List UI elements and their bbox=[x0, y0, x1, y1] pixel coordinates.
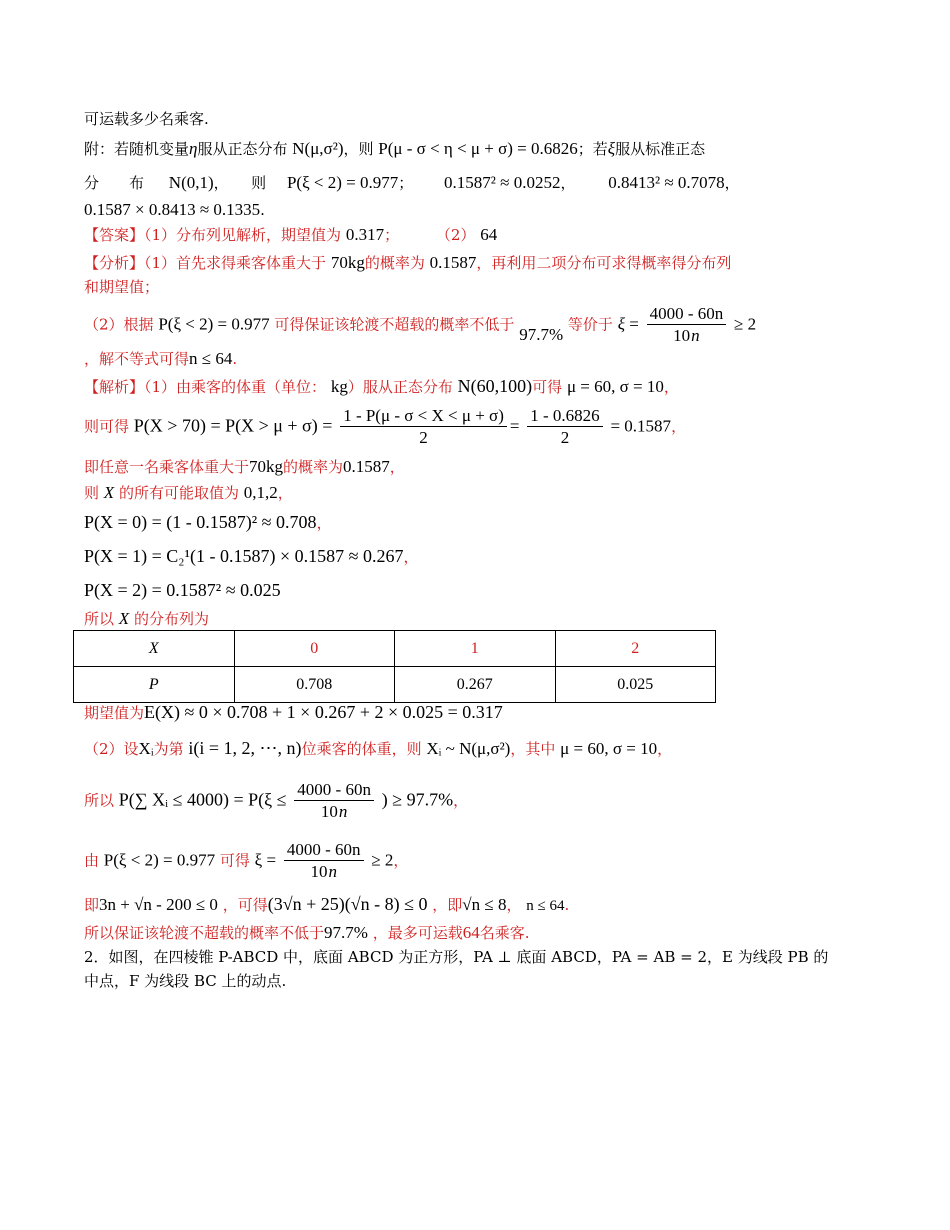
problem2-line-1: 2．如图，在四棱锥 P-ABCD 中，底面 ABCD 为正方形，PA ⊥ 底面 ABCD，PA = AB = 2，E 为线段 PB 的 bbox=[84, 948, 829, 966]
solution-line-4: 则 X 的所有可能取值为 0,1,2， bbox=[84, 483, 293, 502]
analysis-line-1: 【分析】（1）首先求得乘客体重大于 70kg的概率为 0.1587，再利用二项分布可求得概率得分布列 bbox=[84, 253, 732, 272]
appendix-line-3: 0.1587 × 0.8413 ≈ 0.1335. bbox=[84, 200, 265, 219]
part2-line-4: 即3n + √n - 200 ≤ 0 ，可得(3√n + 25)(√n - 8) ≤ 0 ，即√n ≤ 8， n ≤ 64. bbox=[84, 894, 570, 914]
px1-line: P(X = 1) = C₂¹(1 - 0.1587) × 0.1587 ≈ 0.267， bbox=[84, 546, 419, 566]
dist-intro: 所以 X 的分布列为 bbox=[84, 609, 209, 628]
analysis-line-2: （2）根据 P(ξ < 2) = 0.977 可得保证该轮渡不超载的概率不低于 97.7% 等价于 ξ = $\frac{4000 - 60n}{10n}$ ≥ 2 bbox=[84, 304, 757, 345]
table-row: X 0 1 2 bbox=[74, 631, 716, 667]
formula-6826: P(μ - σ < η < μ + σ) = 0.6826 bbox=[378, 139, 578, 158]
solution-line-3: 即任意一名乘客体重大于70kg的概率为0.1587， bbox=[84, 457, 405, 476]
px0-line: P(X = 0) = (1 - 0.1587)² ≈ 0.708， bbox=[84, 512, 332, 532]
expectation-line: 期望值为E(X) ≈ 0 × 0.708 + 1 × 0.267 + 2 × 0.025 = 0.317 bbox=[84, 702, 503, 722]
part2-line-1: （2）设Xᵢ为第 i(i = 1, 2, ⋯, n)位乘客的体重，则 Xᵢ ~ N(μ,σ²)，其中 μ = 60, σ = 10， bbox=[84, 738, 673, 758]
px2-line: P(X = 2) = 0.1587² ≈ 0.025 bbox=[84, 580, 281, 600]
problem2-line-2: 中点，F 为线段 BC 上的动点. bbox=[84, 972, 287, 990]
solution-line-2: 则可得 P(X > 70) = P(X > μ + σ) = $\frac{1 - P(\mu - \sigma < X < \mu + \sigma)}{2}$ = $\frac{1 - 0.6826}{2}$ = 0.1587， bbox=[84, 406, 687, 447]
appendix-line-1: 附：若随机变量η服从正态分布 N(μ,σ²)，则 P(μ - σ < η < μ + σ) = 0.6826；若ξ服从标准正态 bbox=[84, 139, 706, 158]
analysis-line-1b: 和期望值； bbox=[84, 278, 160, 296]
distribution-table bbox=[73, 630, 716, 703]
solution-line-1: 【解析】（1）由乘客的体重（单位： kg）服从正态分布 N(60,100)可得 μ = 60, σ = 10， bbox=[84, 376, 679, 396]
answer-line: 【答案】（1）分布列见解析，期望值为 0.317； （2） 64 bbox=[84, 225, 498, 244]
part2-line-2: 所以 P(∑ Xᵢ ≤ 4000) = P(ξ ≤ $\frac{4000 - 60n}{10n}$ ) ≥ 97.7%， bbox=[84, 780, 469, 821]
table-row: P 0.708 0.267 0.025 bbox=[74, 667, 716, 703]
appendix-line-2: 分 布 N(0,1)， 则 P(ξ < 2) = 0.977； 0.1587² ≈ 0.0252， 0.8413² ≈ 0.7078， bbox=[84, 173, 740, 192]
intro-line: 可运载多少名乘客. bbox=[84, 110, 209, 128]
normal-distribution: N(μ,σ²) bbox=[292, 139, 344, 158]
part2-line-3: 由 P(ξ < 2) = 0.977 可得 ξ = $\frac{4000 - 60n}{10n}$ ≥ 2， bbox=[84, 840, 409, 881]
conclusion-line: 所以保证该轮渡不超载的概率不低于97.7% ，最多可运载64名乘客. bbox=[84, 923, 530, 942]
analysis-line-3: ，解不等式可得n ≤ 64. bbox=[84, 349, 238, 368]
